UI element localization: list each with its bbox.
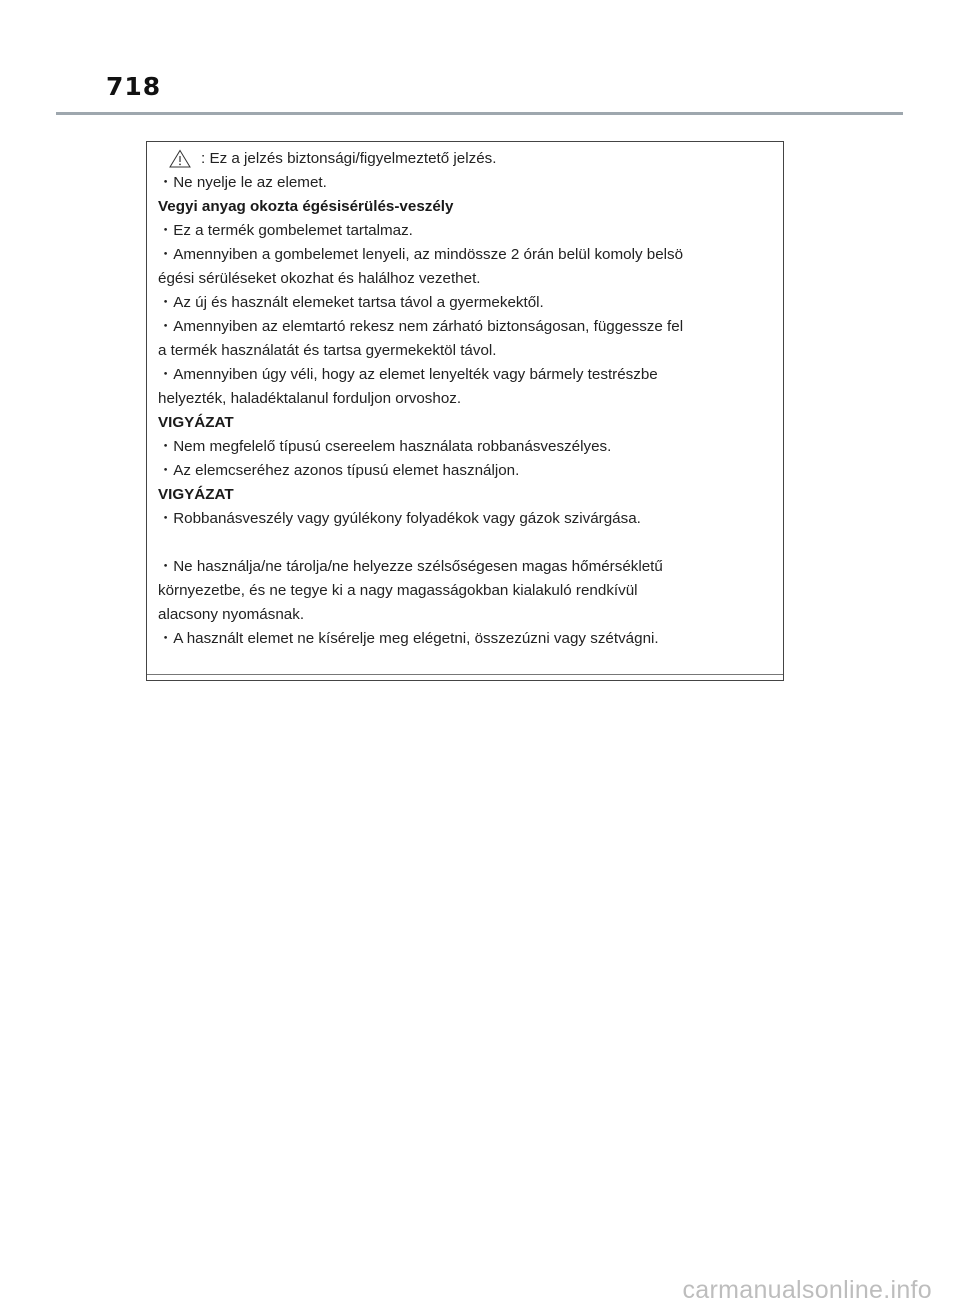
warning-triangle-icon [169,149,191,168]
notice-line-explosion: ・Robbanásveszély vagy gyúlékony folyadékok vagy gázok szivárgása. [158,510,641,527]
notice-line-wrong-type: ・Nem megfelelő típusú csereelem használata robbanásveszélyes. [158,438,612,455]
battery-warning-notice [146,141,784,681]
notice-heading-chemical-burn: Vegyi anyag okozta égésisérülés-veszély [158,198,454,215]
notice-line-same-type: ・Az elemcseréhez azonos típusú elemet használjon. [158,462,520,479]
notice-line-compartment-1: ・Amennyiben az elemtartó rekesz nem zárható biztonságosan, függesszе fel [158,318,684,335]
notice-line-medical-1: ・Amennyiben úgy véli, hogy az elemet lenyelték vagy bármely testrészbe [158,366,658,383]
notice-line-temperature-3: alacsony nyomásnak. [158,606,305,623]
notice-line-ingestion-2: égési sérüléseket okozhat és halálhoz vezethet. [158,270,481,287]
warning-symbol-explanation: : Ez a jelzés biztonsági/figyelmeztető jelzés. [201,149,497,167]
notice-line-compartment-2: a termék használatát és tartsa gyermekektöl távol. [158,342,497,359]
notice-line-swallow: ・Ne nyelje le az elemet. [158,174,327,191]
notice-line-contains-coin-cell: ・Ez a termék gombelemet tartalmaz. [158,222,413,239]
warning-symbol-line [169,149,496,168]
notice-line-temperature-1: ・Ne használja/ne tárolja/ne helyezze szélsőségesen magas hőmérsékletű [158,558,663,575]
notice-line-keep-away: ・Az új és használt elemeket tartsa távol a gyermekektől. [158,294,544,311]
notice-line-disposal: ・A használt elemet ne kísérelje meg elégetni, összezúzni vagy szétvágni. [158,630,659,647]
site-watermark: carmanualsonline.info [682,1276,932,1304]
notice-line-ingestion-1: ・Amennyiben a gombelemet lenyeli, az mindössze 2 órán belül komoly belsö [158,246,684,263]
notice-heading-caution-1: VIGYÁZAT [158,414,234,431]
page-number: 718 [106,72,162,101]
header-rule [56,112,903,115]
notice-line-temperature-2: környezetbe, és ne tegye ki a nagy magasságokban kialakuló rendkívül [158,582,638,599]
notice-heading-caution-2: VIGYÁZAT [158,486,234,503]
notice-line-medical-2: helyezték, haladéktalanul forduljon orvoshoz. [158,390,462,407]
